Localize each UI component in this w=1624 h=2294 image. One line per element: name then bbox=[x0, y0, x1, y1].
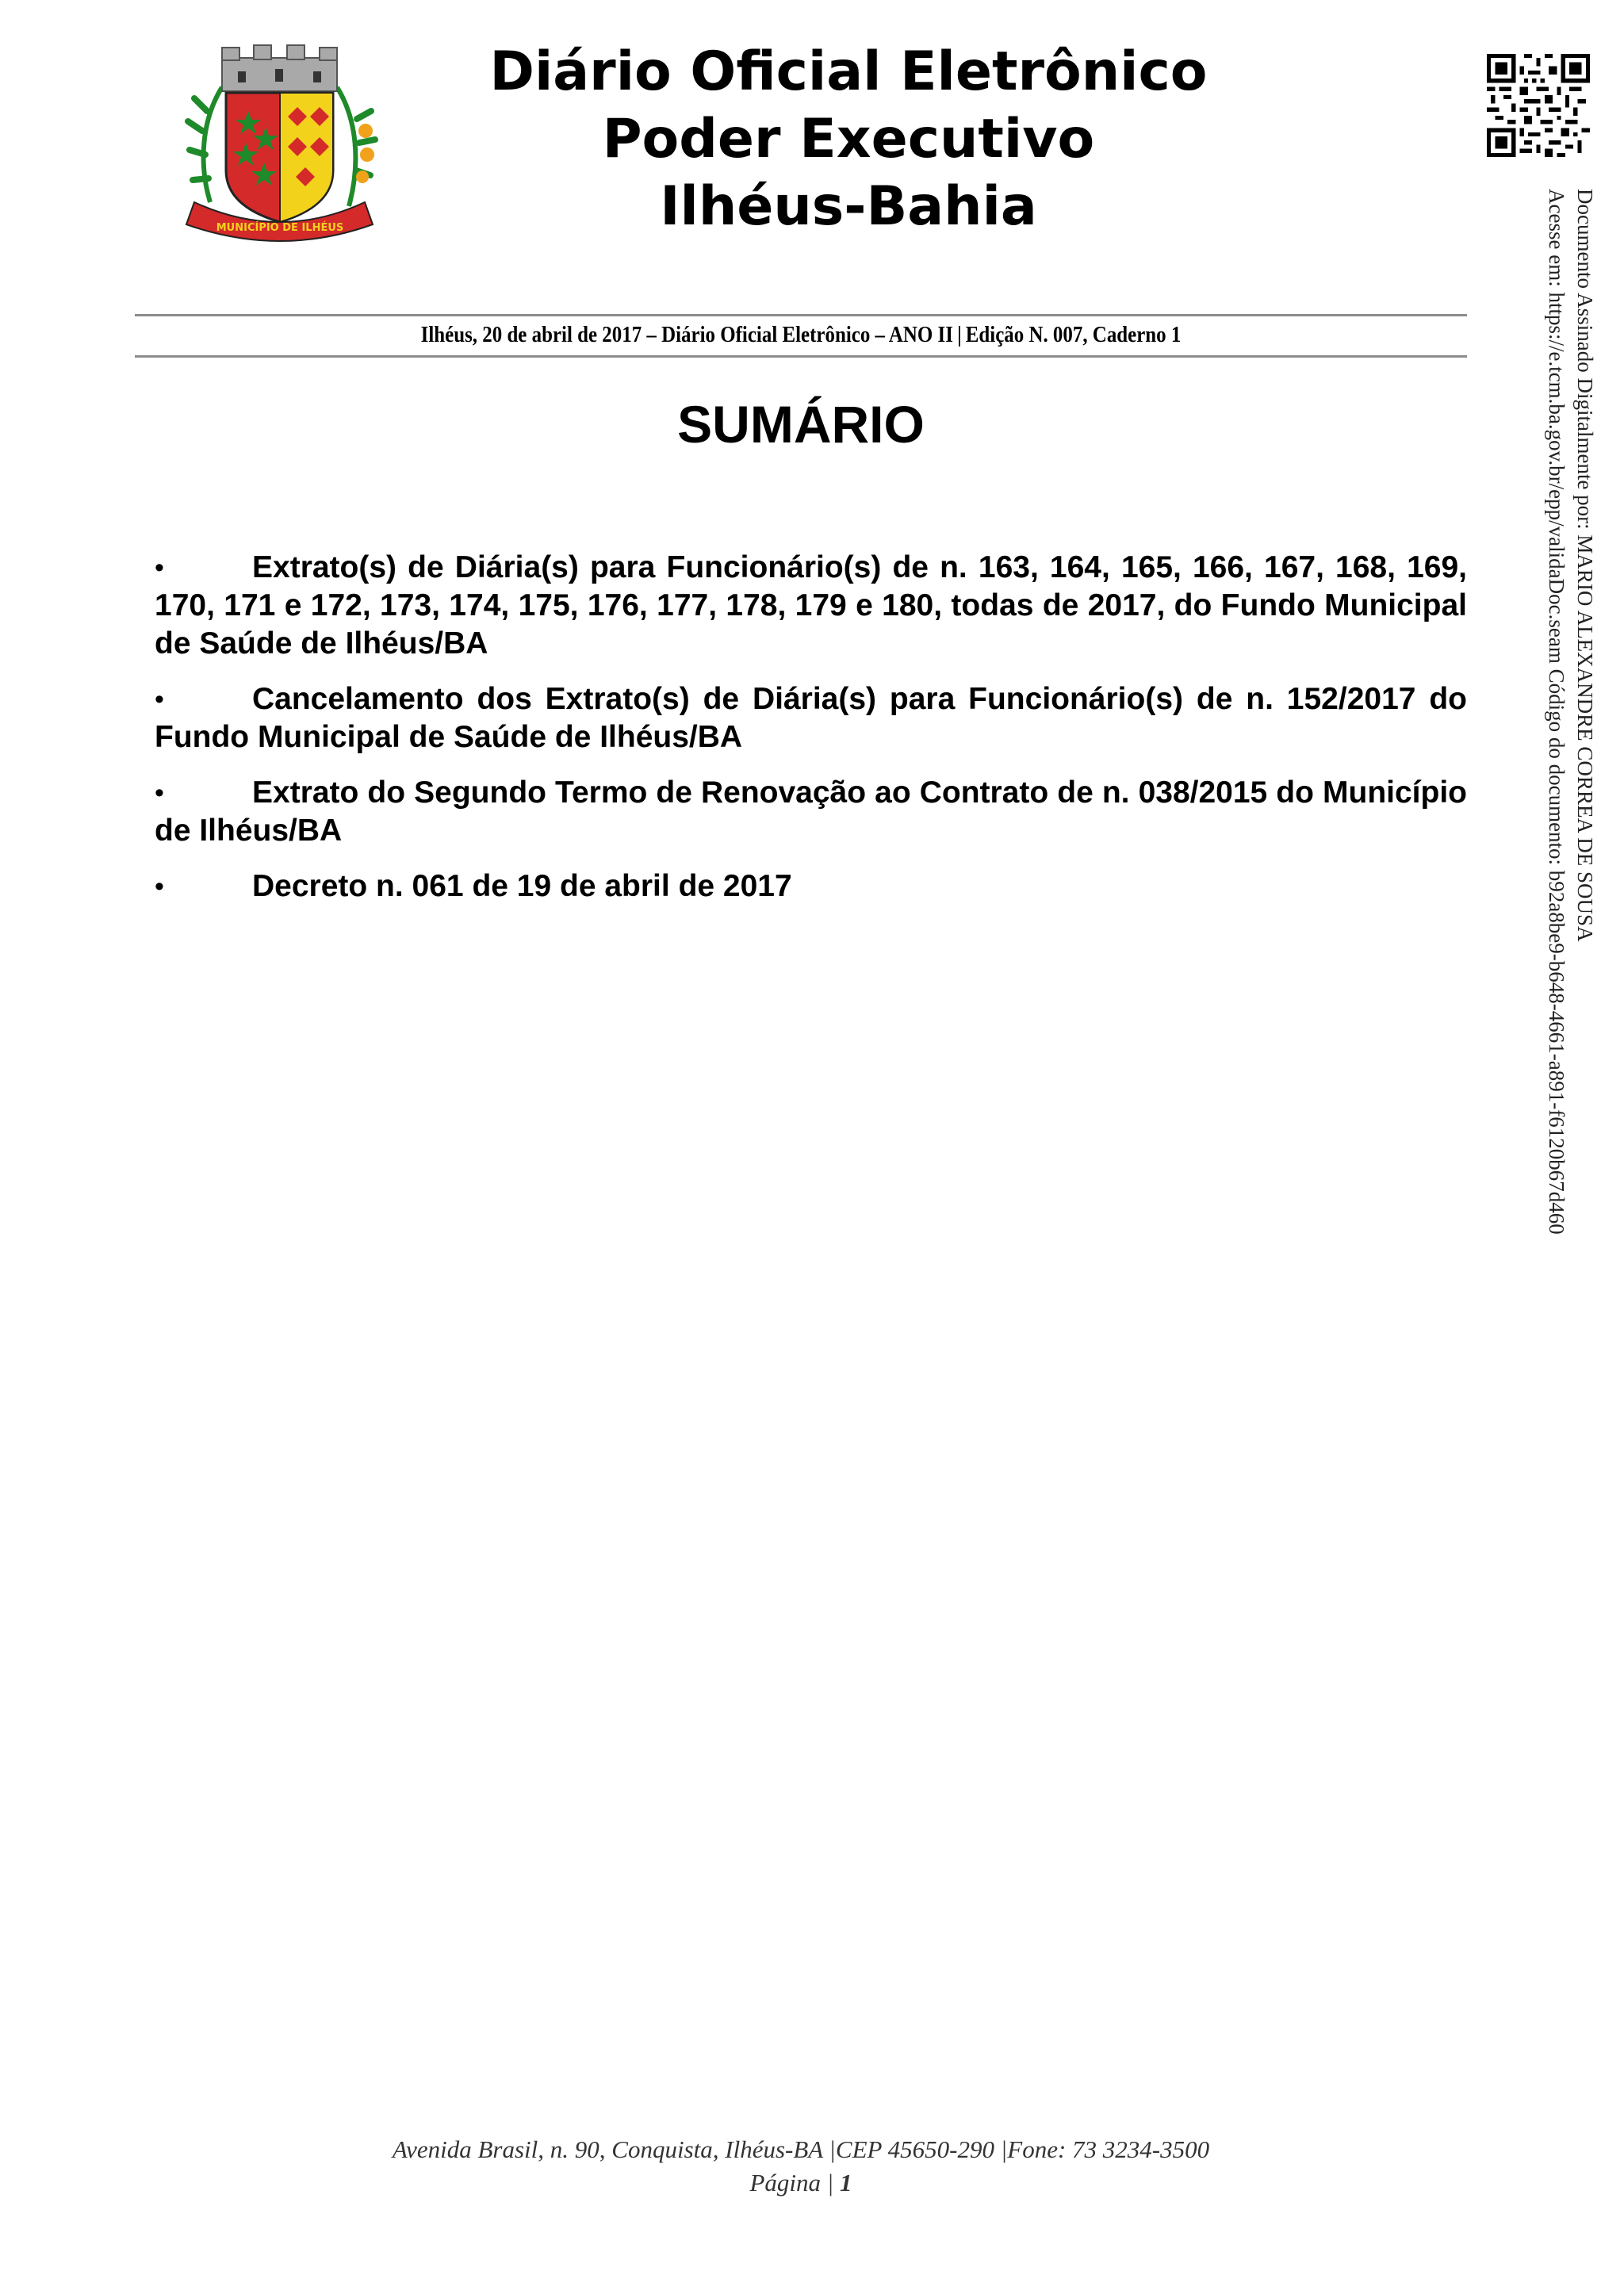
edition-date-text: Ilhéus, 20 de abril de 2017 – Diário Oficial Eletrônico – ANO II bbox=[420, 322, 953, 347]
edition-separator: | bbox=[957, 322, 962, 347]
summary-heading: SUMÁRIO bbox=[677, 395, 925, 454]
footer-page-number: 1 bbox=[840, 2169, 852, 2196]
municipal-crest-logo bbox=[178, 44, 381, 254]
signature-line-2: Acesse em: https://e.tcm.ba.gov.br/epp/validaDoc.seam Código do documento: b92a8be9-b648-4661-a891-f6120b67d460 bbox=[1545, 189, 1568, 1235]
summary-item-text: Cancelamento dos Extrato(s) de Diária(s) para Funcionário(s) de n. 152/2017 do Fundo Municipal de Saúde de Ilhéus/BA bbox=[155, 682, 1467, 754]
summary-item-text: Extrato(s) de Diária(s) para Funcionário(s) de n. 163, 164, 165, 166, 167, 168, 169, 170, 171 e 172, 173, 174, 175, 176, 177, 178, 179 e 180, todas de 2017, do Fundo Municipal de Saúde de Ilhéus/BA bbox=[155, 550, 1467, 661]
summary-item bbox=[155, 549, 1467, 663]
footer-page-label: Página | bbox=[749, 2169, 834, 2196]
bullet-icon: • bbox=[155, 553, 164, 583]
title-line-3: Ilhéus-Bahia bbox=[660, 175, 1037, 238]
edition-number-text: Edição N. 007, Caderno 1 bbox=[965, 322, 1182, 347]
edition-line bbox=[228, 319, 1374, 350]
bullet-icon: • bbox=[155, 871, 164, 902]
summary-item bbox=[155, 867, 1467, 906]
title-line-1: Diário Oficial Eletrônico bbox=[489, 40, 1208, 103]
summary-item-text: Extrato do Segundo Termo de Renovação ao Contrato de n. 038/2015 do Município de Ilhéus/BA bbox=[155, 776, 1467, 848]
summary-list bbox=[155, 549, 1467, 923]
header-rule-top bbox=[135, 314, 1467, 316]
summary-item bbox=[155, 774, 1467, 850]
footer-address: Avenida Brasil, n. 90, Conquista, Ilhéus-BA |CEP 45650-290 |Fone: 73 3234-3500 bbox=[392, 2135, 1210, 2163]
qr-code bbox=[1487, 54, 1590, 157]
signature-line-1: Documento Assinado Digitalmente por: MARIO ALEXANDRE CORREA DE SOUSA bbox=[1573, 189, 1597, 942]
page-footer bbox=[135, 2133, 1467, 2200]
header-rule-bottom bbox=[135, 355, 1467, 358]
digital-signature-note bbox=[1542, 189, 1599, 1235]
document-title bbox=[444, 38, 1253, 240]
bullet-icon: • bbox=[155, 684, 164, 714]
bullet-icon: • bbox=[155, 778, 164, 808]
crest-ribbon-text: MUNICÍPIO DE ILHÉUS bbox=[216, 222, 344, 234]
summary-item bbox=[155, 680, 1467, 756]
footer-page bbox=[135, 2166, 1467, 2200]
summary-item-text: Decreto n. 061 de 19 de abril de 2017 bbox=[252, 869, 792, 903]
title-line-2: Poder Executivo bbox=[602, 108, 1095, 170]
